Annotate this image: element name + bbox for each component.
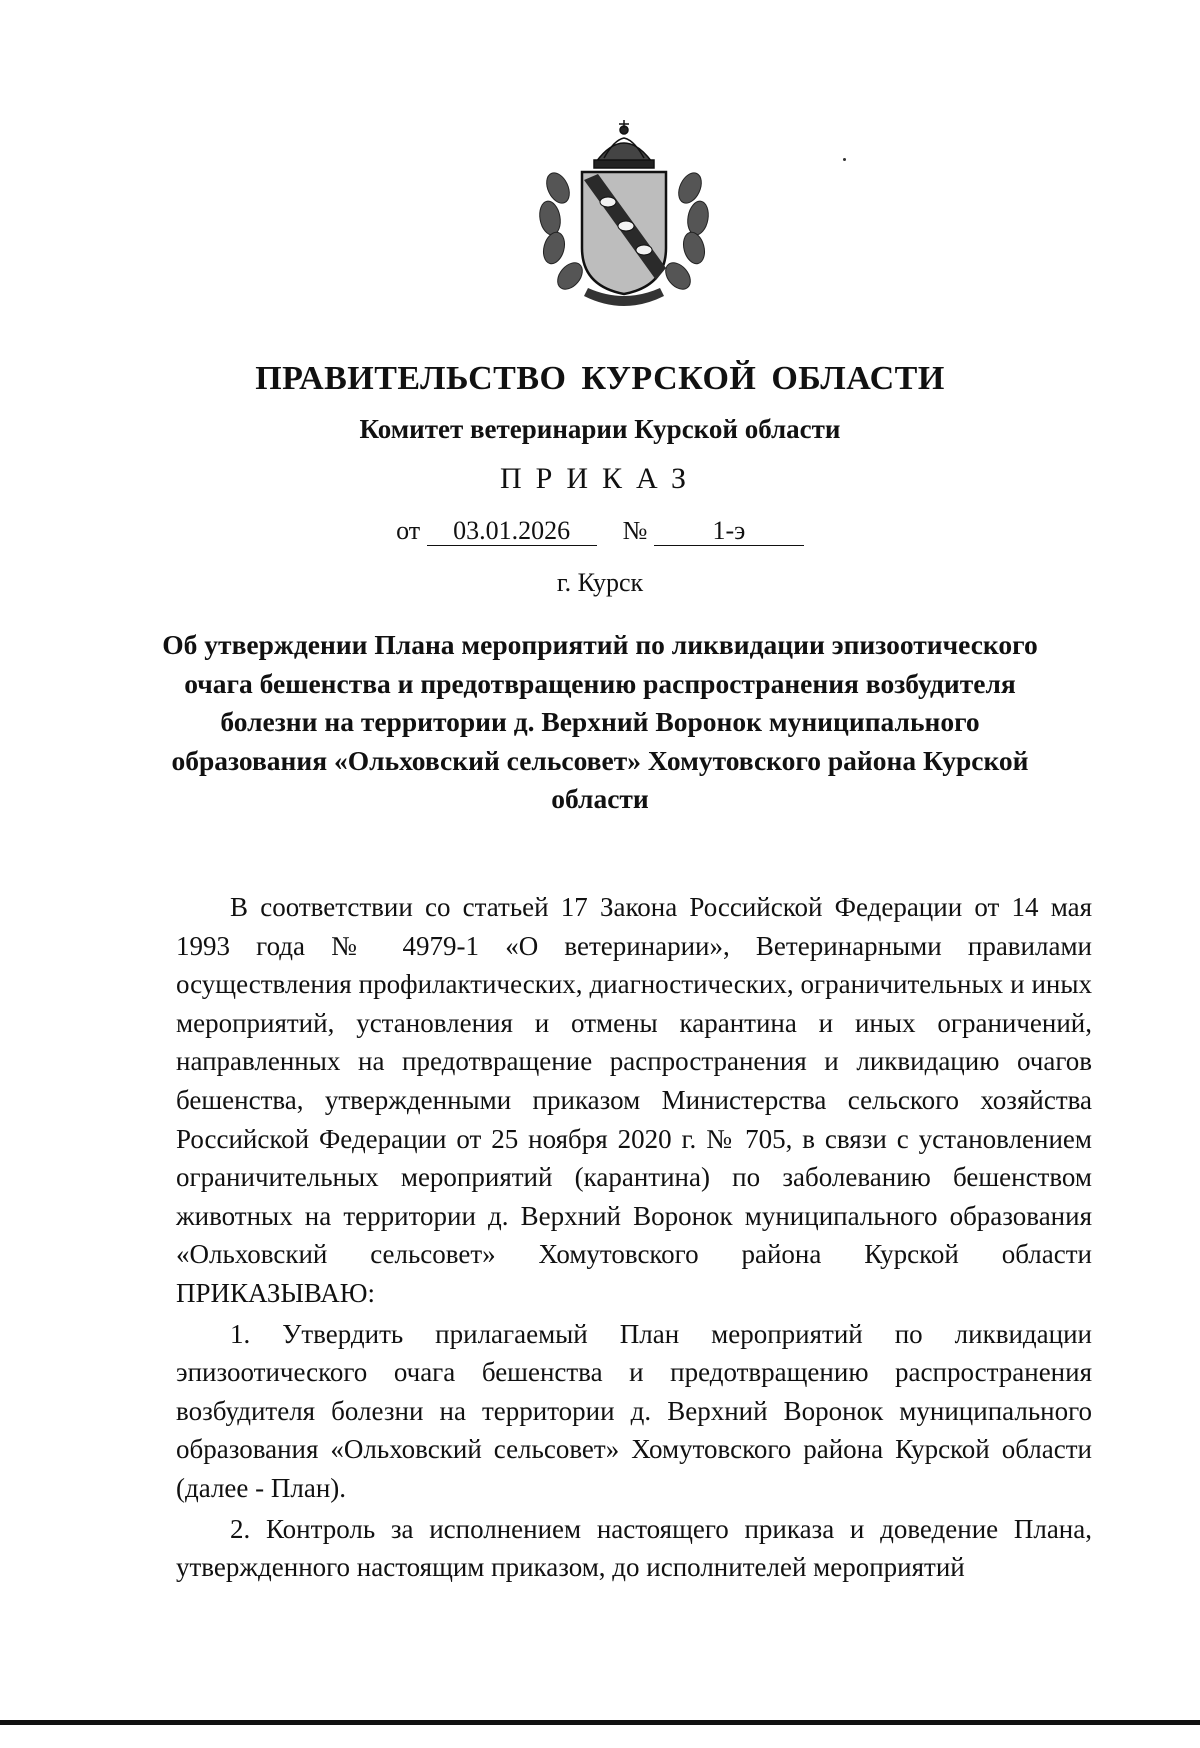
order-subject: Об утверждении Плана мероприятий по ликвидации эпизоотического очага бешенства и предотвращению распространения возбудителя болезни на территории д. Верхний Воронок муниципального образования «Ольховский сельсовет» Хомутовского района Курской области [162, 629, 1038, 814]
committee-name: Комитет ветеринарии Курской области [359, 414, 841, 444]
document-date: 03.01.2026 [427, 517, 597, 546]
order-item-1: 1. Утвердить прилагаемый План мероприятий по ликвидации эпизоотического очага бешенства и предотвращению распространения возбудителя болезни на территории д. Верхний Воронок муниципального образования «Ольховский сельсовет» Хомутовского района Курской области (далее - План). [176, 1318, 1092, 1503]
preamble-paragraph: В соответствии со статьей 17 Закона Российской Федерации от 14 мая 1993 года № 4979-1 «О ветеринарии», Ветеринарными правилами осуществления профилактических, диагностических, ограничительных и иных мероприятий, установления и отмены карантина и иных ограничений, направленных на предотвращение распространения и ликвидацию очагов бешенства, утвержденными приказом Министерства сельского хозяйства Российской Федерации от 25 ноября 2020 г. № 705, в связи с установлением ограничительных мероприятий (карантина) по заболеванию бешенством животных на территории д. Верхний Воронок муниципального образования «Ольховский сельсовет» Хомутовского района Курской области ПРИКАЗЫВАЮ: [176, 892, 1092, 1308]
page-bottom-rule [0, 1720, 1200, 1725]
document-type: ПРИКАЗ [500, 462, 700, 495]
order-item-2: 2. Контроль за исполнением настоящего приказа и доведение Плана, утвержденного настоящим приказом, до исполнителей мероприятий [176, 1513, 1092, 1583]
scan-speck [843, 158, 846, 161]
order-body [176, 888, 1092, 1587]
number-sign: № [622, 516, 648, 545]
document-number: 1-э [654, 517, 804, 546]
from-prefix: от [396, 516, 421, 545]
city: г. Курск [556, 568, 644, 597]
coat-of-arms-emblem [524, 118, 724, 318]
date-number-line [0, 516, 1200, 546]
government-title: ПРАВИТЕЛЬСТВО КУРСКОЙ ОБЛАСТИ [255, 360, 945, 397]
